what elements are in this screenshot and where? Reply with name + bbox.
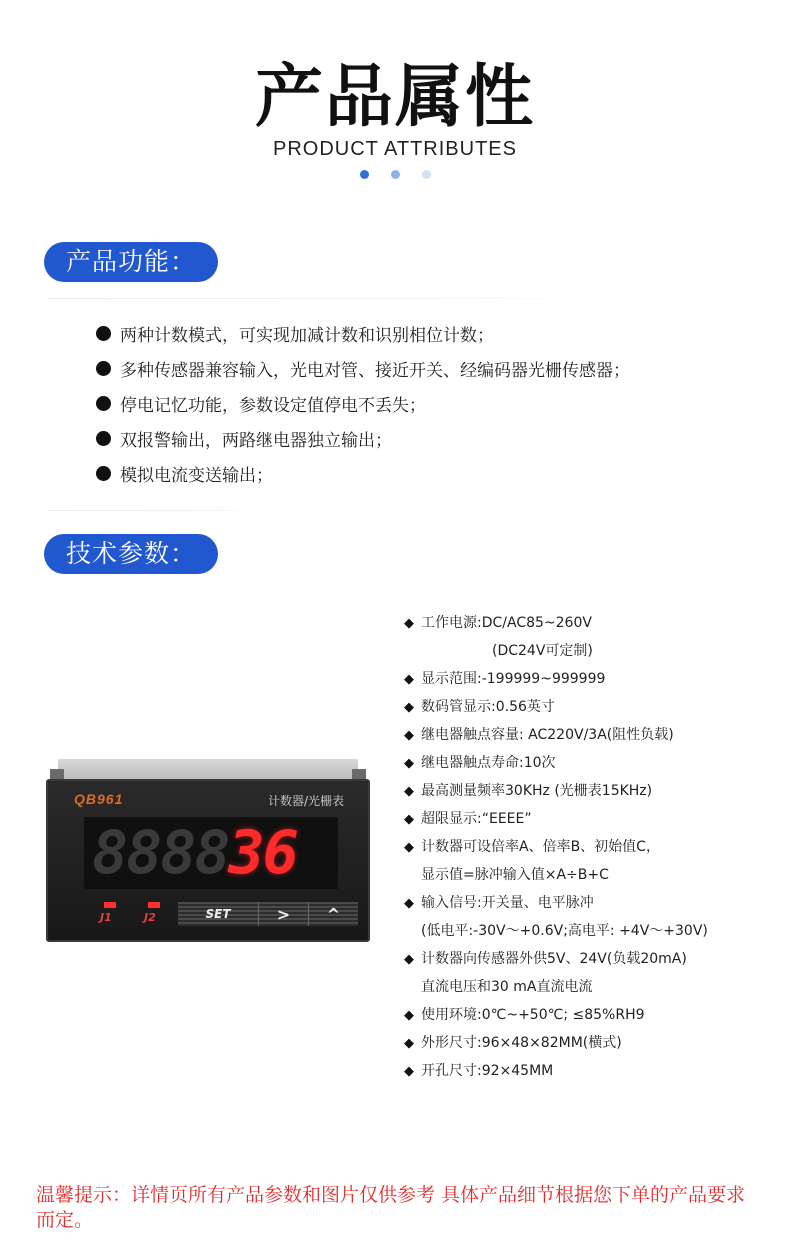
diamond-icon: ◆ [404, 728, 414, 743]
display-unlit-digits: 8888 [92, 818, 229, 888]
diamond-icon: ◆ [404, 896, 414, 911]
list-item: ◆ 工作电源:DC/AC85~260V [404, 609, 784, 637]
feature-text: 双报警输出，两路继电器独立输出； [120, 431, 392, 451]
bullet-icon [96, 396, 111, 411]
diamond-icon: ◆ [404, 952, 414, 967]
list-item: ◆ 超限显示:“EEEE” [404, 805, 784, 833]
led-indicator [148, 902, 160, 908]
feature-text: 停电记忆功能，参数设定值停电不丢失； [120, 396, 426, 416]
led-label-j2: J2 [144, 911, 156, 924]
diamond-icon: ◆ [404, 672, 414, 687]
device-model: QB961 [74, 791, 124, 807]
diamond-icon: ◆ [404, 1036, 414, 1051]
list-item: ◆ 输入信号:开关量、电平脉冲 [404, 889, 784, 917]
list-item: ◆ 继电器触点寿命:10次 [404, 749, 784, 777]
list-item: ◆ 数码管显示:0.56英寸 [404, 693, 784, 721]
list-item [96, 421, 630, 456]
feature-text: 两种计数模式，可实现加减计数和识别相位计数； [120, 326, 494, 346]
up-arrow-icon: ^ [308, 902, 358, 926]
decorative-dots [0, 170, 790, 179]
dot-icon [360, 170, 369, 179]
device-face [46, 779, 370, 942]
notice [36, 1183, 756, 1233]
list-item: (低电平:-30V～+0.6V;高电平: +4V～+30V) [421, 923, 708, 939]
dot-icon [422, 170, 431, 179]
bullet-icon [96, 431, 111, 446]
diamond-icon: ◆ [404, 812, 414, 827]
diamond-icon: ◆ [404, 1008, 414, 1023]
page-subtitle: PRODUCT ATTRIBUTES [273, 138, 517, 160]
list-item: 显示值=脉冲输入值×A÷B+C [421, 867, 609, 883]
led-label-j1: J1 [100, 911, 112, 924]
list-item: 直流电压和30 mA直流电流 [421, 979, 593, 995]
display-value: 36 [228, 818, 297, 888]
led-indicator [104, 902, 116, 908]
divider [48, 298, 578, 299]
device-name: 计数器/光栅表 [267, 794, 344, 808]
list-item [96, 456, 630, 491]
params-heading: 技术参数： [44, 534, 218, 574]
bullet-icon [96, 466, 111, 481]
feature-text: 模拟电流变送输出； [120, 466, 273, 486]
diamond-icon: ◆ [404, 616, 414, 631]
list-item [96, 316, 630, 351]
list-item: ◆ 显示范围:-199999~999999 [404, 665, 784, 693]
diamond-icon: ◆ [404, 840, 414, 855]
list-item: (DC24V可定制) [492, 643, 593, 659]
bullet-icon [96, 361, 111, 376]
list-item [96, 351, 630, 386]
page-title: 产品属性 [254, 58, 535, 137]
device-display [84, 817, 338, 889]
list-item: ◆ 计数器可设倍率A、倍率B、初始值C， [404, 833, 784, 861]
list-item: ◆ 计数器向传感器外供5V、24V(负载20mA) [404, 945, 784, 973]
list-item [96, 386, 630, 421]
right-arrow-icon: > [258, 902, 308, 926]
device-photo [46, 759, 370, 942]
dot-icon [391, 170, 400, 179]
divider [48, 510, 258, 511]
device-bracket [58, 759, 358, 781]
list-item: ◆ 继电器触点容量: AC220V/3A(阻性负载) [404, 721, 784, 749]
list-item: ◆ 使用环境:0℃~+50℃; ≤85%RH9 [404, 1001, 784, 1029]
feature-text: 多种传感器兼容输入，光电对管、接近开关、经编码器光栅传感器； [120, 361, 630, 381]
features-heading: 产品功能： [44, 242, 218, 282]
device-keypad [178, 902, 358, 926]
notice-text: 详情页所有产品参数和图片仅供参考 具体产品细节根据您下单的产品要求而定。 [36, 1184, 746, 1231]
list-item: ◆ 最高测量频率30KHz (光栅表15KHz) [404, 777, 784, 805]
diamond-icon: ◆ [404, 756, 414, 771]
list-item: ◆ 开孔尺寸:92×45MM [404, 1057, 784, 1085]
spec-list [404, 609, 784, 1085]
diamond-icon: ◆ [404, 784, 414, 799]
notice-label: 温馨提示： [36, 1184, 132, 1206]
list-item: ◆ 外形尺寸:96×48×82MM(横式) [404, 1029, 784, 1057]
set-key: SET [205, 907, 231, 921]
feature-list [96, 316, 630, 491]
bullet-icon [96, 326, 111, 341]
diamond-icon: ◆ [404, 700, 414, 715]
diamond-icon: ◆ [404, 1064, 414, 1079]
